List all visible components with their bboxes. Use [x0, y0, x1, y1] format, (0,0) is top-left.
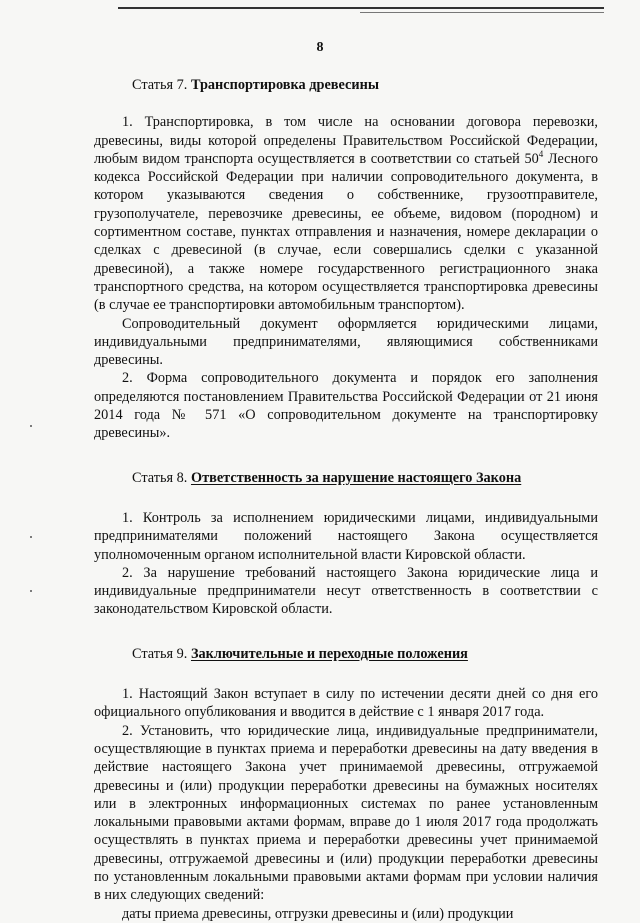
- article-8-paragraph-2: 2. За нарушение требований настоящего Закона юридические лица и индивидуальные предприниматели несут ответственность в соответствии с законодательством Кировской области.: [94, 564, 598, 618]
- article-8-label: Статья 8.: [132, 469, 191, 486]
- article-7-heading: [94, 76, 598, 94]
- article-9-paragraph-1: 1. Настоящий Закон вступает в силу по истечении десяти дней со дня его официального опубликования и вводится в действие с 1 января 2017 года.: [94, 686, 598, 721]
- article-7-paragraph-3: 2. Форма сопроводительного документа и порядок его заполнения определяются постановлением Правительства Российской Федерации от 21 июня 2014 года № 571 «О сопроводительном документе на транспортировку древесины».: [94, 370, 598, 442]
- article-7-paragraph-2: Сопроводительный документ оформляется юридическими лицами, индивидуальными предпринимателями, являющимися собственниками древесины.: [94, 315, 598, 369]
- article-8-title: Ответственность за нарушение настоящего Закона: [190, 469, 522, 486]
- margin-mark: [30, 590, 32, 592]
- article-9-heading: [94, 645, 598, 663]
- top-scan-line-secondary: [360, 12, 604, 13]
- article-7-label: Статья 7.: [132, 77, 191, 93]
- article-7-title: Транспортировка древесины: [190, 77, 380, 93]
- article-9-title: Заключительные и переходные положения: [190, 645, 468, 662]
- document-body: [94, 76, 598, 923]
- article-8-paragraph-1: 1. Контроль за исполнением юридическими лицами, индивидуальными предпринимателями положений настоящего Закона осуществляется уполномоченным органом исполнительной власти Кировской области.: [94, 509, 598, 563]
- footnote-superscript: 4: [538, 149, 544, 160]
- page-number: 8: [316, 40, 324, 55]
- margin-mark: [30, 425, 32, 427]
- margin-mark: [30, 536, 32, 538]
- article-9-label: Статья 9.: [132, 645, 191, 662]
- article-8-heading: [94, 469, 598, 487]
- article-9-paragraph-3: даты приема древесины, отгрузки древесины и (или) продукции: [122, 905, 514, 922]
- article-7-paragraph-1: 1. Транспортировка, в том числе на основании договора перевозки, древесины, виды которой определены Правительством Российской Федерации, любым видом транспорта осуществляется в соответствии со статьей $50^4$ Лесного кодекса Российской Федерации при наличии сопроводительного документа, в котором указываются сведения о собственнике, грузоотправителе, грузополучателе, перевозчике древесины, ее объеме, видовом (породном) и сортиментном составе, пунктах отправления и назначения, номере декларации о сделках с древесиной (в случае, если совершались сделки с указанной древесиной), а также номере государственного регистрационного знака транспортного средства, на котором осуществляется транспортировка древесины (в случае ее транспортировки автомобильным транспортом).: [94, 114, 598, 314]
- article-9-paragraph-2: 2. Установить, что юридические лица, индивидуальные предприниматели, осуществляющие в пунктах приема и переработки древесины на дату введения в действие настоящего Закона учет принимаемой древесины, отгружаемой древесины и (или) продукции переработки древесины на бумажных носителях или в электронных информационных системах по ранее установленным локальными правовыми актами формам, вправе до 1 июля 2017 года продолжать осуществлять в пунктах приема и переработки древесины учет принимаемой древесины, отгружаемой древесины и (или) продукции переработки древесины по установленным локальными правовыми актами формам при условии наличия в них следующих сведений:: [94, 722, 598, 904]
- top-scan-line: [118, 7, 604, 9]
